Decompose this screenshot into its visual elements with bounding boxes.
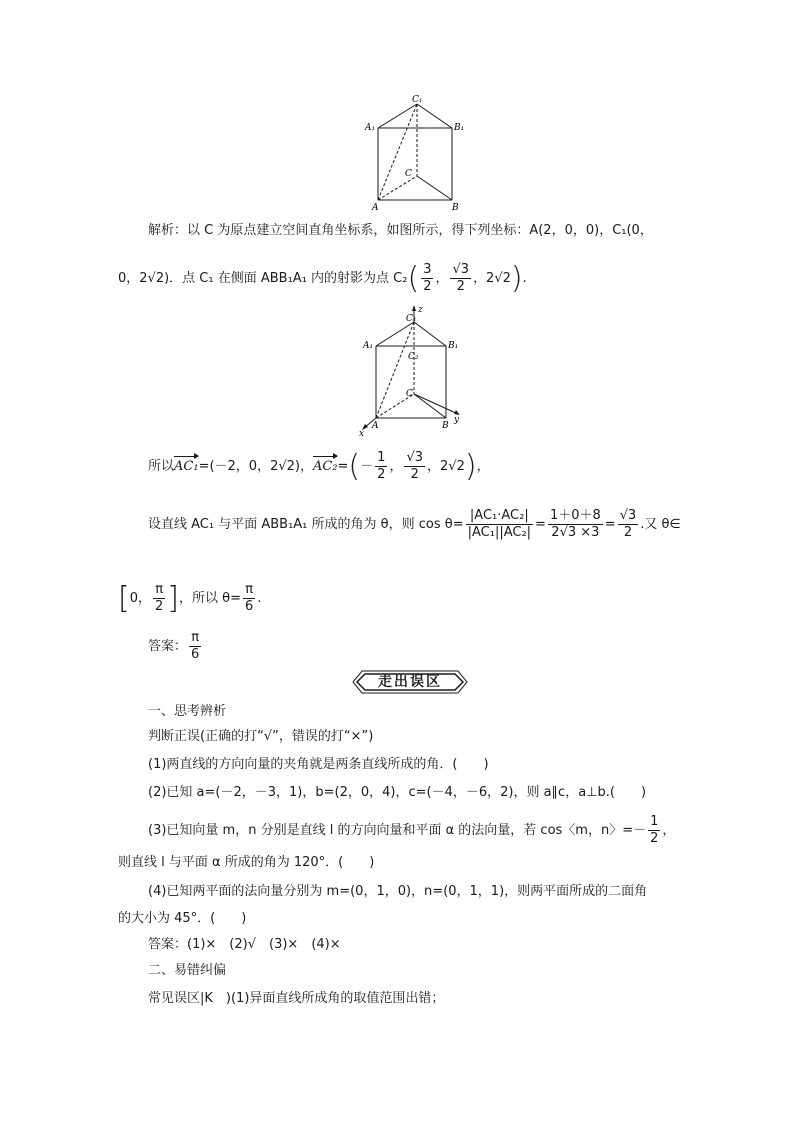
axis-y-label: y (454, 415, 460, 425)
c2-x-fraction: $\frac{3}{2}$ (423, 262, 432, 294)
label-a1: A₁ (363, 341, 374, 351)
analysis-answer: 答案： $\frac{\pi}{6}$ (148, 630, 200, 662)
theta-fraction: $\frac{\pi}{6}$ (244, 582, 254, 614)
ac2-y-fraction: $\frac{√3}{2}$ (406, 450, 424, 482)
cos-theta-line: 设直线 AC₁ 与平面 ABB₁A₁ 所成的角为 θ，则 cos θ= $\frac{\text{|AC₁·AC₂|}}{\text{|AC₁||AC₂|}}$ = $\frac{1+0+8}{2√3 \times 3}$ = $\frac{√3}{2}$ .又 θ∈ (148, 508, 681, 540)
prism-figure-1 (360, 92, 470, 214)
label-a1: A₁ (365, 123, 376, 133)
question-4: (4)已知两平面的法向量分别为 m=(0，1，0)，n=(0，1，1)，则两平面所成的二面角 (148, 884, 648, 899)
label-b: B (452, 203, 459, 213)
label-b1: B₁ (454, 123, 465, 133)
question-3-cont: 则直线 l 与平面 α 所成的角为 120°．( ) (118, 855, 375, 870)
axis-z-label: z (418, 305, 423, 315)
label-c1: C₁ (406, 314, 417, 324)
ac2-x-fraction: $\frac{1}{2}$ (377, 450, 386, 482)
section2-line-1: 常见误区|K )(1)异面直线所成角的取值范围出错； (148, 991, 445, 1006)
cos-result-fraction: $\frac{√3}{2}$ (619, 508, 637, 540)
vector-ac1: AC₁ (174, 459, 199, 474)
cos-value-fraction: $\frac{1+0+8}{2√3 \times 3}$ (549, 508, 601, 540)
axis-x-label: x (359, 429, 365, 438)
section1-answer: 答案：(1)× (2)√ (3)× (4)× (148, 937, 341, 952)
label-b: B (442, 421, 449, 431)
label-c: C (405, 169, 412, 179)
analysis-line-2: 0，2√2)．点 C₁ 在侧面 ABB₁A₁ 内的射影为点 C₂( $\frac{3}{2}$ ， $\frac{√3}{2}$ ，2√2). (118, 260, 527, 296)
analysis-line-1: 解析：以 C 为原点建立空间直角坐标系，如图所示，得下列坐标：A(2，0，0)，C₁(0， (148, 223, 653, 238)
section2-title: 二、易错纠偏 (148, 963, 227, 978)
range-fraction: $\frac{\pi}{2}$ (155, 582, 164, 614)
label-a: A (372, 421, 379, 431)
badge-label: 走出误区 (378, 674, 442, 690)
vectors-line: 所以AC₁=(－2，0，2√2)，AC₂=(－ $\frac{1}{2}$ ， $\frac{√3}{2}$ ，2√2)， (148, 448, 490, 484)
vector-ac2: AC₂ (312, 459, 338, 474)
label-a: A (372, 203, 379, 213)
section1-title: 一、思考辨析 (148, 704, 227, 719)
answer-fraction: $\frac{\pi}{6}$ (191, 630, 200, 662)
label-b1: B₁ (448, 341, 459, 351)
section-badge (352, 670, 468, 694)
question-2: (2)已知 a=(－2，－3，1)，b=(2，0，4)，c=(－4，－6，2)，则 a∥c，a⊥b.( ) (148, 785, 647, 800)
cos-fraction: $\frac{\text{|AC₁·AC₂|}}{\text{|AC₁||AC₂|}}$ (467, 508, 532, 540)
prism-figure-2 (354, 302, 472, 438)
question-1: (1)两直线的方向向量的夹角就是两条直线所成的角．( ) (148, 757, 489, 772)
label-c: C (406, 389, 413, 399)
c2-y-fraction: $\frac{√3}{2}$ (452, 262, 470, 294)
range-line: [0， $\frac{\pi}{2}$ ]，所以 θ= $\frac{\pi}{6}$ . (118, 580, 262, 616)
label-c1: C₁ (412, 95, 423, 105)
label-c2: C₂ (408, 352, 419, 362)
question-4-cont: 的大小为 45°．( ) (118, 911, 247, 926)
question-3: (3)已知向量 m，n 分别是直线 l 的方向向量和平面 α 的法向量，若 cos〈m，n〉=－ $\frac{1}{2}$ ， (148, 814, 676, 846)
section1-intro: 判断正误(正确的打“√”，错误的打“×”) (148, 729, 374, 744)
q3-fraction: $\frac{1}{2}$ (650, 814, 659, 846)
analysis-line-2-text: 0，2√2)．点 C₁ 在侧面 ABB₁A₁ 内的射影为点 C₂ (118, 271, 408, 286)
